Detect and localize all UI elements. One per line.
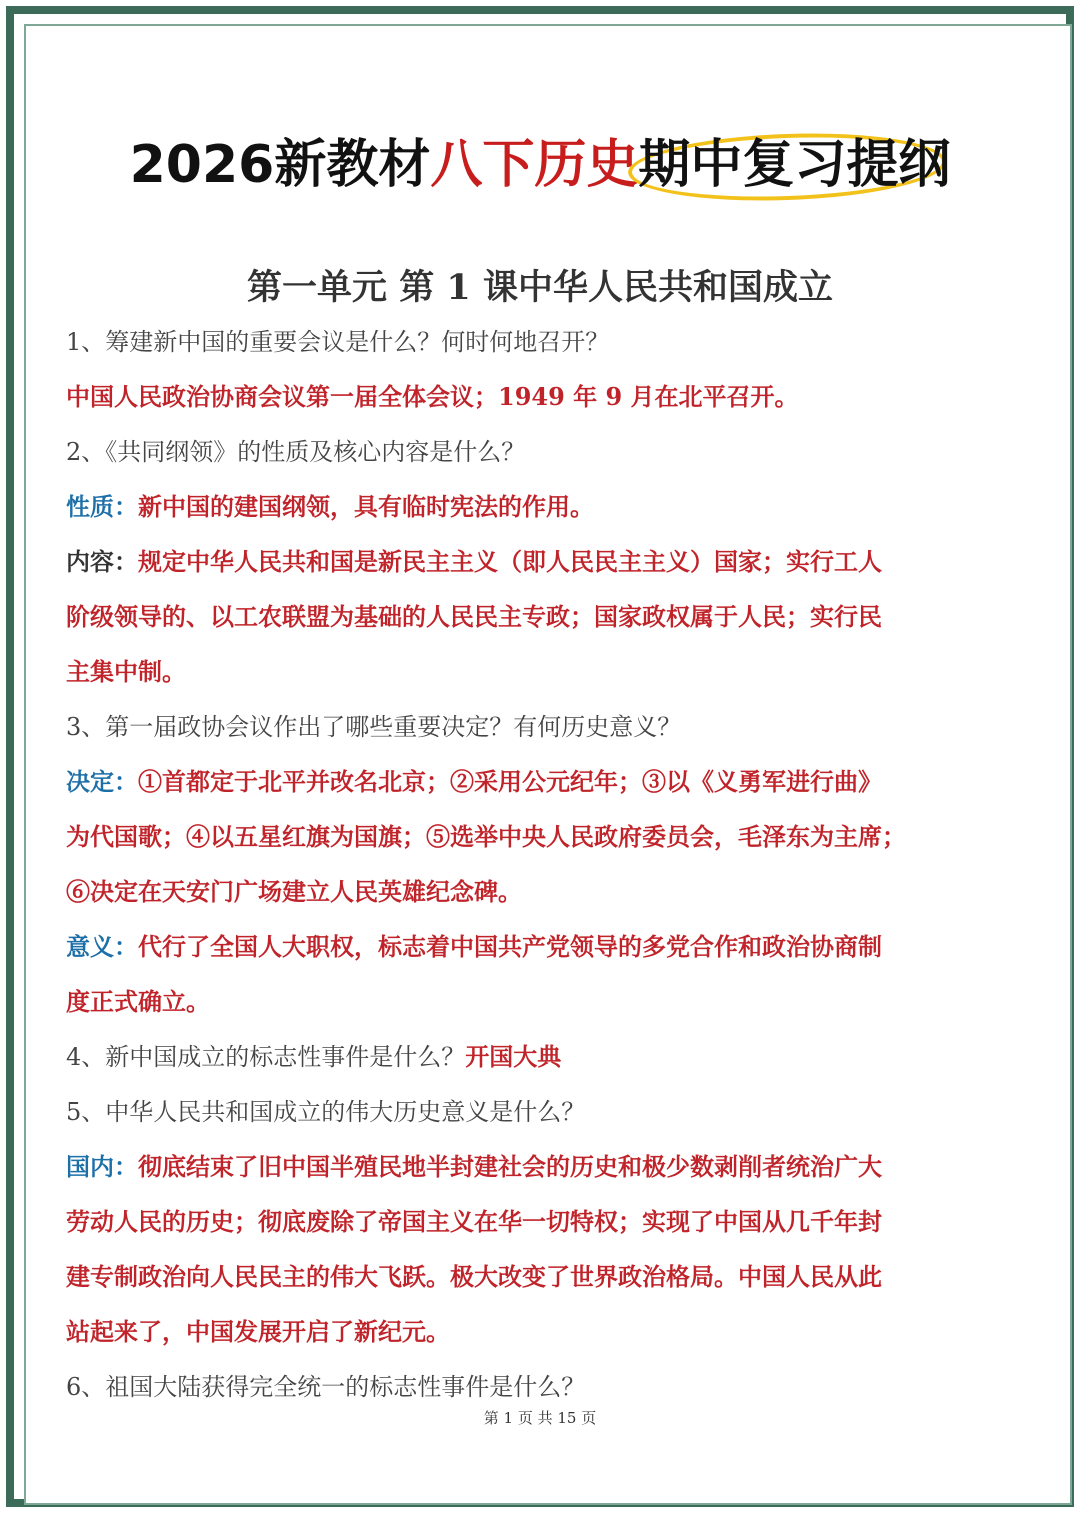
question-4-answer: 开国大典 (465, 1042, 562, 1071)
answer-4-text: ①首都定于北平并改名北京；②采用公元纪年；③以《义勇军进行曲》 (138, 767, 882, 796)
answer-2-text: 新中国的建国纲领，具有临时宪法的作用。 (138, 492, 594, 521)
answer-5-cont: 度正式确立。 (66, 987, 210, 1016)
page-footer: 第 1 页 共 15 页 (483, 1409, 597, 1427)
answer-5 (66, 927, 1018, 967)
question-4-text: 4、新中国成立的标志性事件是什么？ (66, 1043, 466, 1071)
main-title (0, 132, 1080, 198)
title-part-2: 八下历史 (430, 135, 639, 195)
answer-4-cont-1: 为代国歌；④以五星红旗为国旗；⑤选举中央人民政府委员会，毛泽东为主席； (66, 822, 906, 851)
question-5: 5、中华人民共和国成立的伟大历史意义是什么？ (66, 1098, 586, 1126)
title-part-1: 2026新教材 (129, 135, 431, 195)
answer-6-cont-1: 劳动人民的历史；彻底废除了帝国主义在华一切特权；实现了中国从几千年封 (66, 1207, 882, 1236)
title-highlight (638, 132, 950, 198)
answer-6-text: 彻底结束了旧中国半殖民地半封建社会的历史和极少数剥削者统治广大 (138, 1152, 882, 1181)
answer-1: 中国人民政治协商会议第一届全体会议；1949 年 9 月在北平召开。 (66, 382, 799, 411)
label-domestic: 国内： (66, 1152, 138, 1181)
answer-5-text: 代行了全国人大职权，标志着中国共产党领导的多党合作和政治协商制 (138, 932, 882, 961)
answer-3-text: 规定中华人民共和国是新民主主义（即人民民主主义）国家；实行工人 (138, 547, 882, 576)
answer-3 (66, 542, 1018, 582)
label-significance: 意义： (66, 932, 138, 961)
answer-4 (66, 762, 1018, 802)
label-content: 内容： (66, 547, 138, 576)
question-1: 1、筹建新中国的重要会议是什么？何时何地召开？ (66, 328, 610, 356)
question-2: 2、《共同纲领》的性质及核心内容是什么？ (66, 438, 526, 466)
answer-3-cont-1: 阶级领导的、以工农联盟为基础的人民民主专政；国家政权属于人民；实行民 (66, 602, 882, 631)
answer-4-cont-2: ⑥决定在天安门广场建立人民英雄纪念碑。 (66, 877, 522, 906)
label-decision: 决定： (66, 767, 138, 796)
question-3: 3、第一届政协会议作出了哪些重要决定？有何历史意义？ (66, 713, 682, 741)
lesson-title: 第一单元 第 1 课中华人民共和国成立 (247, 267, 833, 308)
answer-2 (66, 487, 1018, 527)
question-6: 6、祖国大陆获得完全统一的标志性事件是什么？ (66, 1373, 586, 1401)
answer-6 (66, 1147, 1018, 1187)
label-nature: 性质： (66, 492, 138, 521)
answer-6-cont-3: 站起来了，中国发展开启了新纪元。 (66, 1317, 450, 1346)
answer-6-cont-2: 建专制政治向人民民主的伟大飞跃。极大改变了世界政治格局。中国人民从此 (66, 1262, 882, 1291)
answer-3-cont-2: 主集中制。 (66, 657, 186, 686)
title-part-3: 期中复习提纲 (638, 135, 951, 195)
question-4 (66, 1037, 1018, 1077)
